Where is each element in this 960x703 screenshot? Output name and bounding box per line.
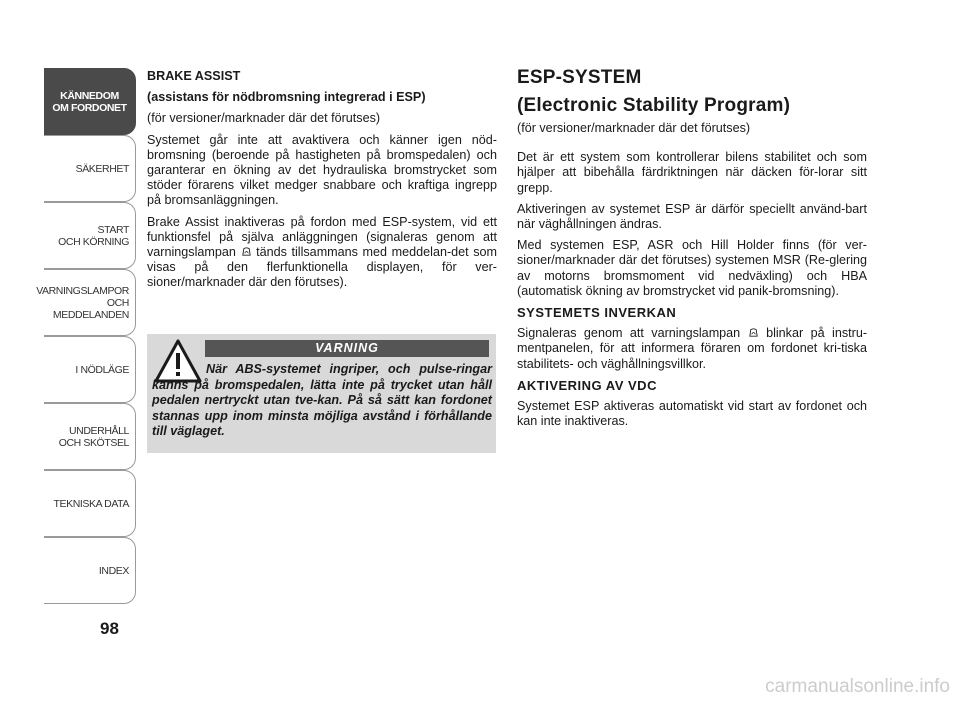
section-1-text [517, 326, 867, 372]
esp-paragraph-3: Med systemen ESP, ASR och Hill Holder finns (för ver-sioner/marknader där det förutses) systemen MSR (Re-glering av motorns bromsmoment vid nedväxling) och HBA (automatisk ökning av bromstrycket vid panik-bromsning). [517, 238, 867, 298]
right-column [517, 67, 867, 435]
tab-tekniska-data[interactable]: TEKNISKA DATA [44, 470, 136, 537]
p2-part-b: tänds tillsammans med meddelan-det som visas på den flerfunktionella displayen, för ver-sioner/marknader där den förutses). [147, 245, 498, 290]
tab-underhall[interactable]: UNDERHÅLL OCH SKÖTSEL [44, 403, 136, 470]
sidebar-nav [36, 68, 136, 604]
left-column [147, 69, 497, 297]
tab-kannedom[interactable]: KÄNNEDOM OM FORDONET [44, 68, 136, 135]
warning-box [147, 334, 496, 453]
brake-assist-title: BRAKE ASSIST [147, 69, 241, 83]
esp-title: ESP-SYSTEM [517, 67, 642, 88]
s1-part-a: Signaleras genom att varningslampan [517, 326, 741, 341]
warning-text: När ABS-systemet ingriper, och pulse-ringar känns på bromspedalen, lätta inte på trycket utan håll pedalen nertryckt utan tve-kan. På så sätt kan fordonet stannas upp inom minsta möjliga avstånd i förhållande till väglaget. [152, 362, 492, 439]
esp-lamp-icon [241, 246, 252, 257]
esp-paragraph-1: Det är ett system som kontrollerar bilens stabilitet och som hjälper att bibehålla färdriktningen när däcken för-lorar sitt grepp. [517, 150, 867, 195]
tab-varningslampor[interactable]: VARNINGSLAMPOR OCH MEDDELANDEN [44, 269, 136, 336]
esp-paragraph-2: Aktiveringen av systemet ESP är därför speciellt använd-bart när väghållningen ändras. [517, 201, 867, 232]
brake-assist-subtitle: (assistans för nödbromsning integrerad i ESP) [147, 90, 426, 105]
brake-assist-paragraph-2 [147, 215, 497, 291]
watermark-text: carmanualsonline.info [765, 676, 950, 697]
brake-assist-note: (för versioner/marknader där det förutses) [147, 111, 381, 126]
section-2-text: Systemet ESP aktiveras automatiskt vid start av fordonet och kan inte inaktiveras. [517, 399, 867, 429]
s1-part-b: blinkar på instru-mentpanelen, för att informera föraren om fordonet kri-tiska stabilitets- och väghållningsvillkor. [517, 326, 868, 371]
tab-index[interactable]: INDEX [44, 537, 136, 604]
tab-start[interactable]: START OCH KÖRNING [44, 202, 136, 269]
tab-nodlage[interactable]: I NÖDLÄGE [44, 336, 136, 403]
esp-lamp-icon [748, 327, 759, 338]
tab-sakerhet[interactable]: SÄKERHET [44, 135, 136, 202]
esp-note: (för versioner/marknader där det förutses) [517, 121, 751, 135]
page-number: 98 [100, 619, 119, 638]
section-systemets-inverkan: SYSTEMETS INVERKAN [517, 305, 677, 321]
brake-assist-paragraph-1: Systemet går inte att avaktivera och känner igen nöd-bromsning (beroende på hastigheten på bromspedalen) och garanterar en ökning av det hydrauliska bromstrycket som stöder förarens vilket medger snabbare och kraftiga ingrepp på bromsanläggningen. [147, 132, 497, 208]
p2-part-a: Brake Assist inaktiveras på fordon med ESP-system, vid ett funktionsfel på själva anläggningen (signaleras genom att varningslampan [147, 214, 497, 260]
section-aktivering-vdc: AKTIVERING AV VDC [517, 377, 657, 393]
esp-title-sub: (Electronic Stability Program) [517, 95, 791, 116]
warning-label: VARNING [205, 340, 489, 357]
